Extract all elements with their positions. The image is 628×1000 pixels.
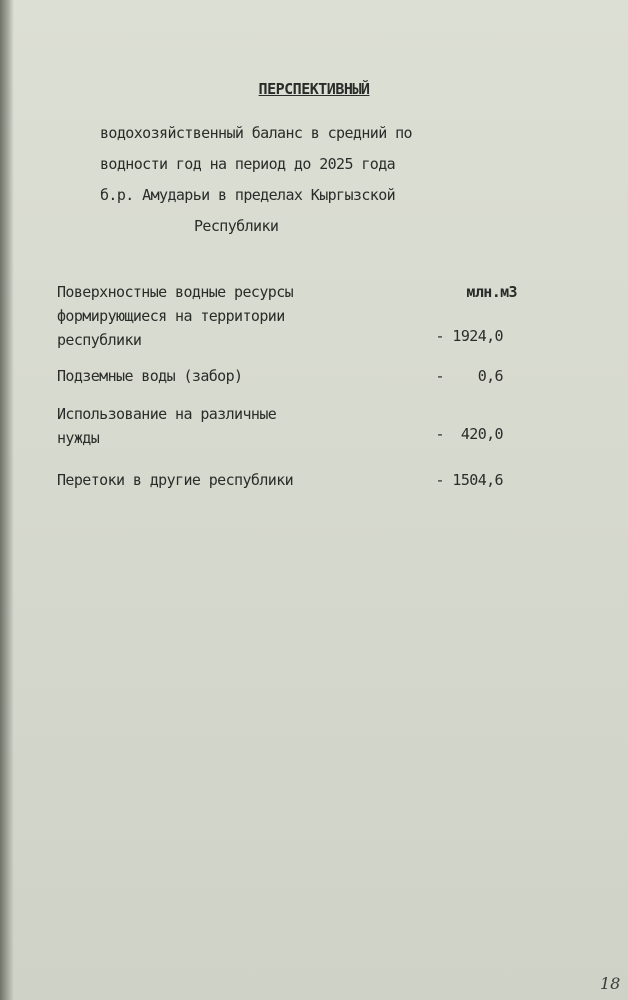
subtitle-line-2: водности год на период до 2025 года: [100, 155, 396, 173]
balance-row-surface-water: [57, 280, 517, 352]
subtitle-line-4: Республики: [194, 217, 279, 235]
subtitle-line-3: б.р. Амударьи в пределах Кыргызской: [100, 186, 396, 204]
row-label-line: нужды: [57, 429, 100, 447]
row-value: - 420,0: [435, 425, 503, 443]
row-value: - 1924,0: [435, 327, 503, 345]
row-label-line: Поверхностные водные ресурсы: [57, 283, 294, 301]
subtitle-line-1: водохозяйственный баланс в средний по: [100, 124, 412, 142]
row-label-line: Подземные воды (забор): [57, 367, 243, 385]
balance-row-usage: [57, 402, 517, 450]
row-label-line: Использование на различные: [57, 405, 277, 423]
balance-row-groundwater: [57, 364, 517, 388]
row-label-line: Перетоки в другие республики: [57, 471, 294, 489]
page-edge-shadow: [0, 0, 14, 1000]
document-title: ПЕРСПЕКТИВНЫЙ: [258, 80, 370, 98]
row-value: - 1504,6: [435, 471, 503, 489]
balance-row-transfers: [57, 468, 517, 492]
row-value: - 0,6: [435, 367, 503, 385]
row-label-line: республики: [57, 331, 142, 349]
page-number: 18: [600, 974, 621, 993]
row-label-line: формирующиеся на территории: [57, 307, 285, 325]
unit-label: млн.м3: [466, 283, 517, 301]
document-subtitle: [100, 118, 520, 242]
